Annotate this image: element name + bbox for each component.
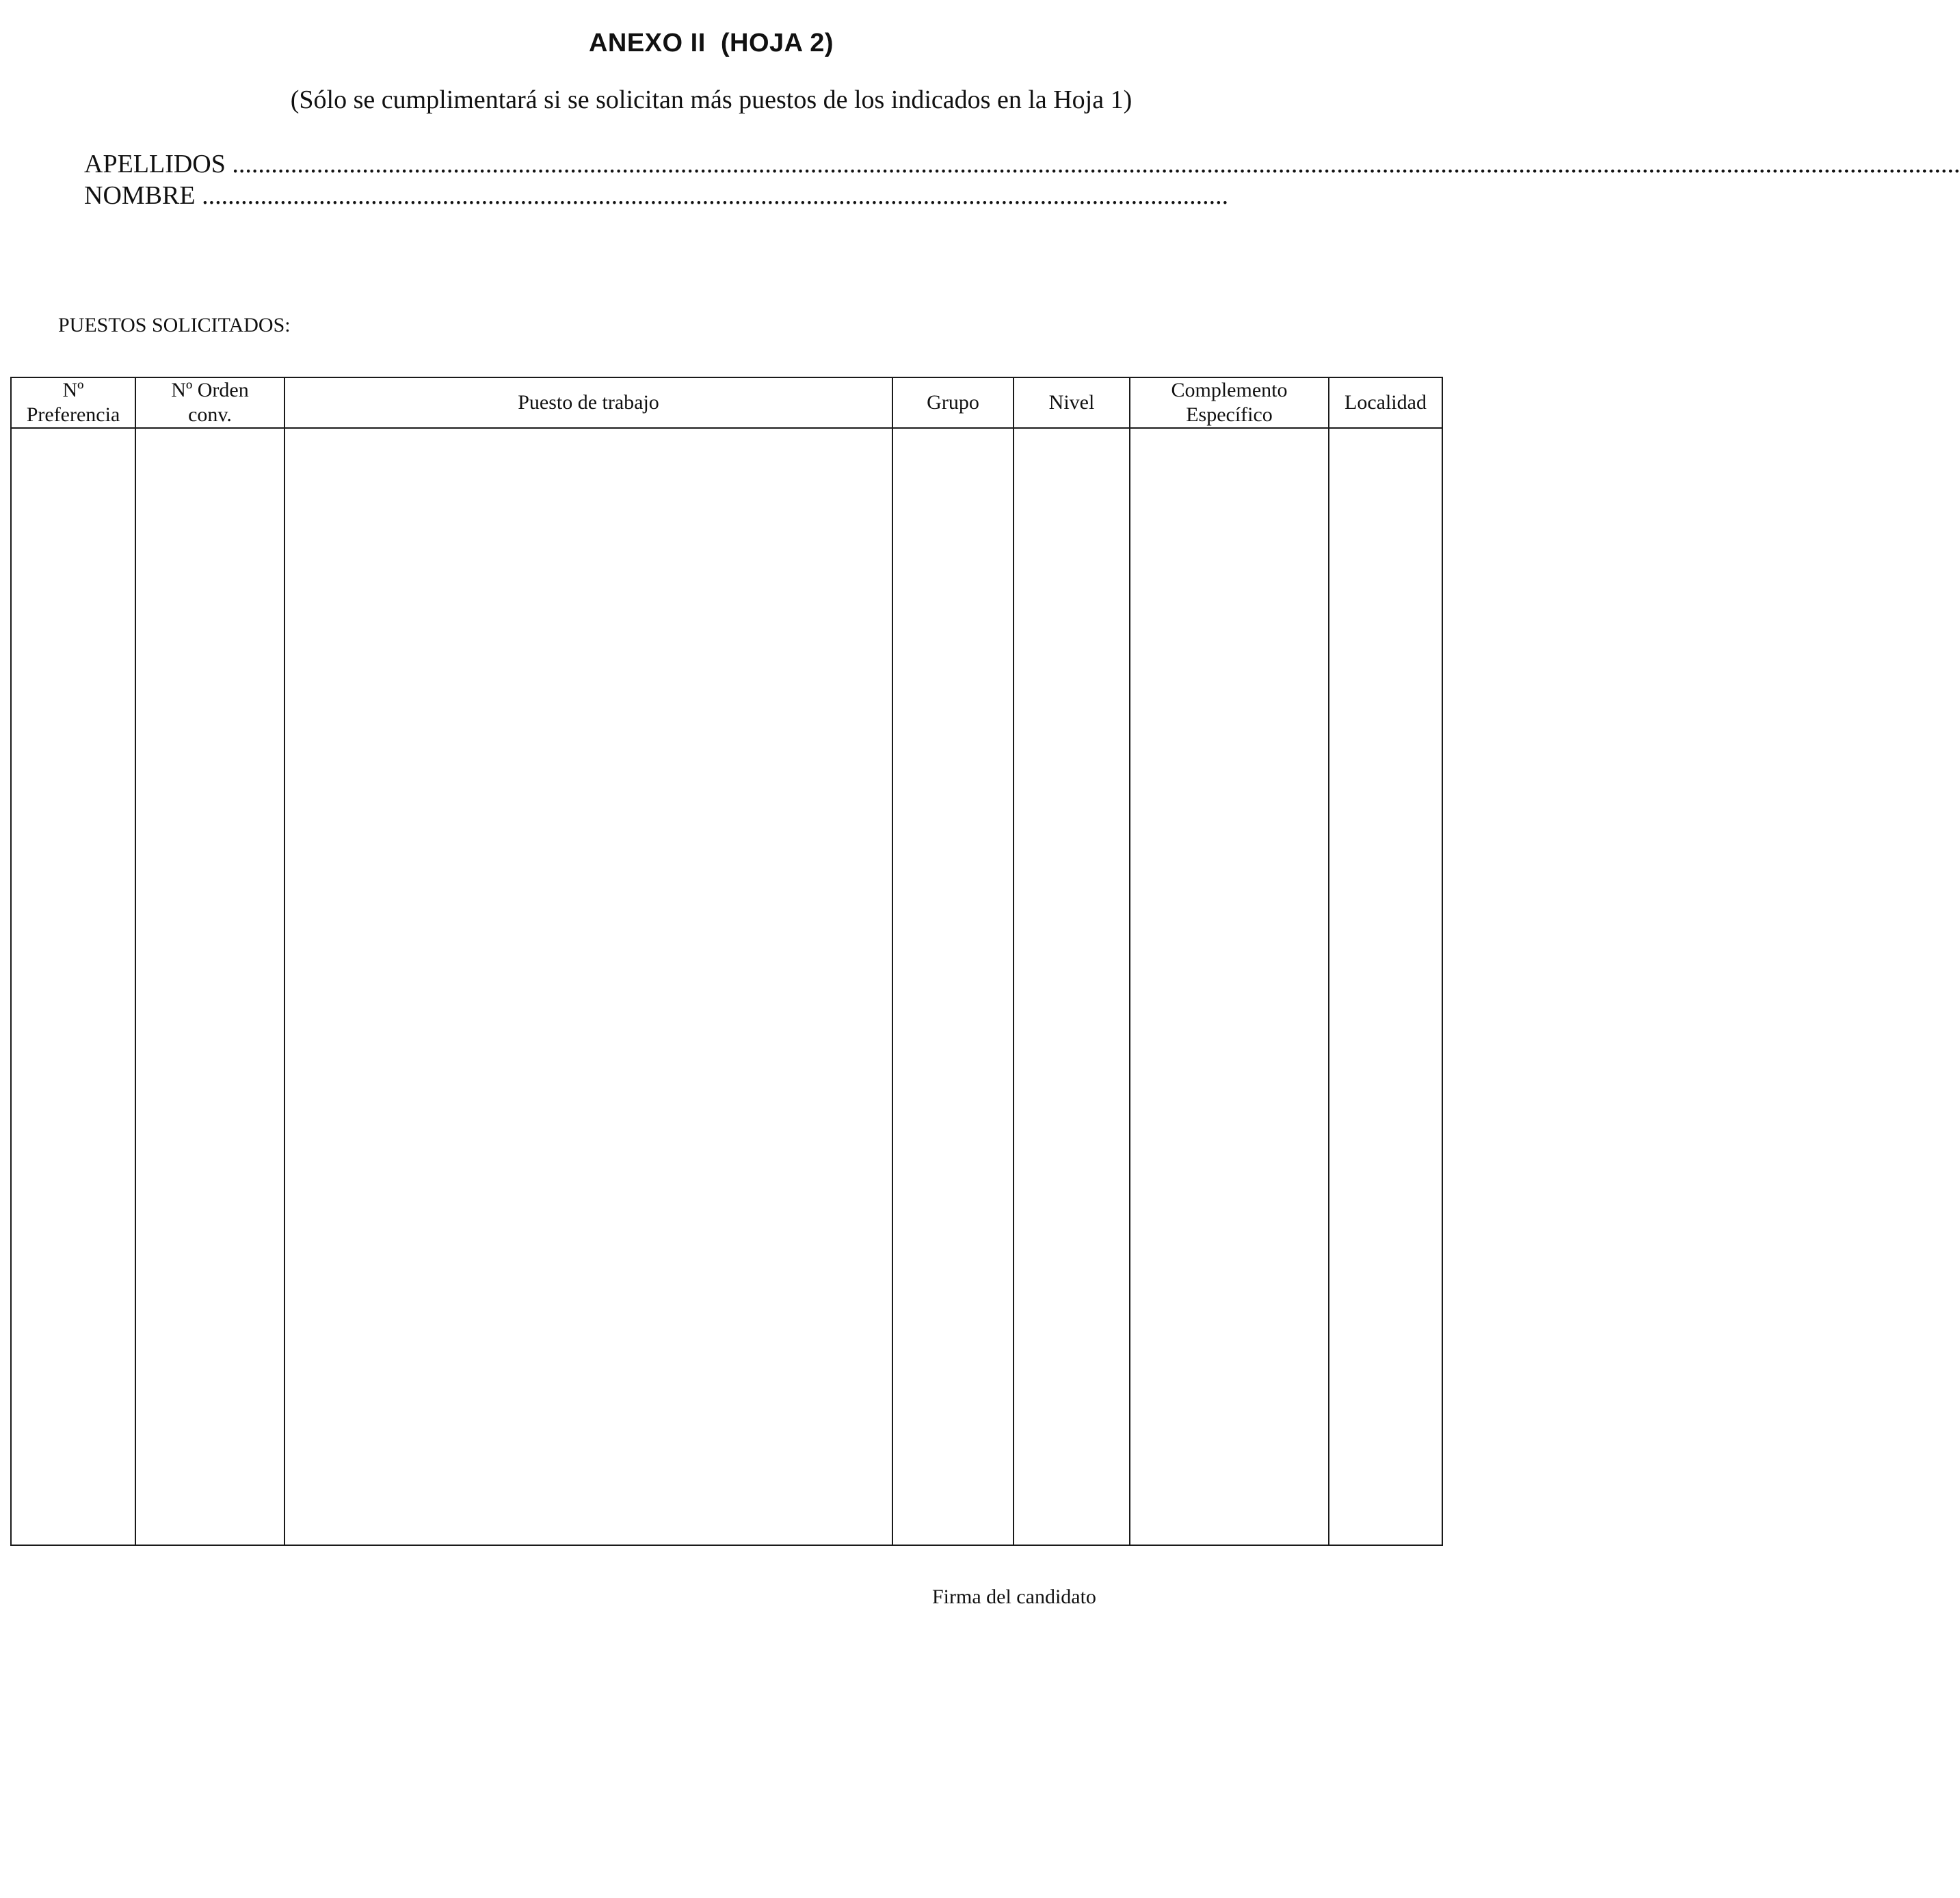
- column-header-line: Puesto de trabajo: [518, 391, 659, 414]
- column-header-line: Específico: [1186, 403, 1273, 426]
- column-header-line: Grupo: [927, 391, 979, 414]
- column-header-orden: [135, 377, 284, 428]
- column-header-puesto: [284, 377, 892, 428]
- cell-orden[interactable]: [135, 428, 284, 1545]
- apellidos-field[interactable]: [84, 149, 1960, 179]
- column-header-line: Complemento: [1171, 379, 1288, 401]
- nombre-dotted-line: ..............................................................................................................................................................: [202, 181, 1229, 210]
- puestos-table: [10, 377, 1443, 1546]
- column-header-nivel: [1014, 377, 1130, 428]
- apellidos-label: APELLIDOS: [84, 150, 226, 178]
- table-header-row: [11, 377, 1442, 428]
- column-header-line: Preferencia: [26, 403, 120, 426]
- column-header-complemento: [1130, 377, 1329, 428]
- cell-grupo[interactable]: [892, 428, 1014, 1545]
- column-header-line: Nivel: [1048, 391, 1095, 414]
- column-header-line: Localidad: [1345, 391, 1427, 414]
- cell-puesto[interactable]: [284, 428, 892, 1545]
- apellidos-dotted-line: ..........................................................................................................................................................................................................................................................................: [232, 150, 1960, 178]
- cell-nivel[interactable]: [1014, 428, 1130, 1545]
- puestos-solicitados-label: PUESTOS SOLICITADOS:: [58, 314, 291, 336]
- document-title: ANEXO II (HOJA 2): [588, 29, 834, 57]
- cell-preferencia[interactable]: [11, 428, 135, 1545]
- cell-complemento[interactable]: [1130, 428, 1329, 1545]
- document-subtitle: (Sólo se cumplimentará si se solicitan más puestos de los indicados en la Hoja 1): [290, 85, 1133, 114]
- nombre-field[interactable]: [84, 181, 1229, 211]
- cell-localidad[interactable]: [1329, 428, 1442, 1545]
- column-header-line: Nº: [62, 379, 84, 401]
- signature-label: Firma del candidato: [932, 1586, 1096, 1608]
- column-header-preferencia: [11, 377, 135, 428]
- column-header-localidad: [1329, 377, 1442, 428]
- column-header-line: conv.: [188, 403, 232, 426]
- column-header-grupo: [892, 377, 1014, 428]
- column-header-line: Nº Orden: [171, 379, 249, 401]
- nombre-label: NOMBRE: [84, 181, 196, 210]
- table-row: [11, 428, 1442, 1545]
